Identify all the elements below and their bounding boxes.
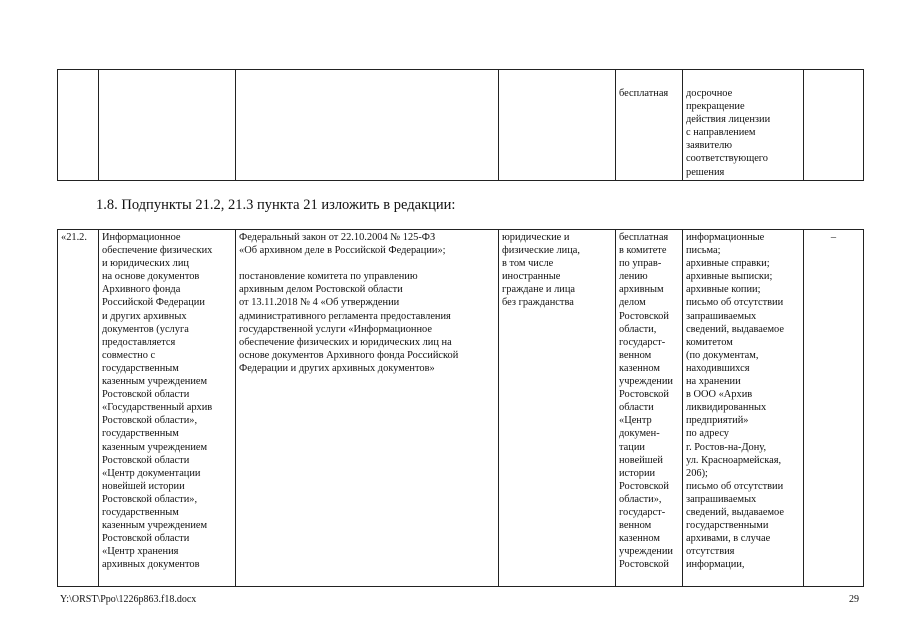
item-number: «21.2. [58, 230, 99, 587]
service-result: информационные письма; архивные справки; архивные выписки; архивные копии; письмо об отсутствии запрашиваемых сведений, выдаваемое комитетом (по документам, находившихся на хранении в ООО «Архив ликвидированных предприятий» по адресу г. Ростов-на-Дону, ул. Красноармейская, 206); письмо об отсутствии запрашиваемых сведений, выдаваемое государственными архивами, в случае отсутствия информации, [683, 230, 804, 587]
legal-basis: Федеральный закон от 22.10.2004 № 125-ФЗ «Об архивном деле в Российской Федерации»; постановление комитета по управлению архивным делом Ростовской области от 13.11.2018 № 4 «Об утверждении административного регламента предоставления государственной услуги «Информационное обеспечение физических и юридических лиц на основе документов Архивного фонда Российской Федерации и других архивных документов» [236, 230, 499, 587]
cell-applicants [499, 70, 616, 181]
applicants: юридические и физические лица, в том числе иностранные граждане и лица без гражданства [499, 230, 616, 587]
cell-number [58, 70, 99, 181]
cell-fee: бесплатная [616, 70, 683, 181]
cell-result: досрочное прекращение действия лицензии с направлением заявителю соответствующего решения [683, 70, 804, 181]
fee: бесплатная в комитете по управ- лению архивным делом Ростовской области, государст- венном казенном учреждении Ростовской области «Центр докумен- тации новейшей истории Ростовской области», государст- венном казенном учреждении Ростовской [616, 230, 683, 587]
cell-note [804, 70, 864, 181]
service-description: Информационное обеспечение физических и юридических лиц на основе документов Архивного фонда Российской Федерации и других архивных документов (услуга предоставляется совместно с государственным казенным учреждением Ростовской области «Государственный архив Ростовской области», государственным казенным учреждением Ростовской области «Центр документации новейшей истории Ростовской области», государственным казенным учреждением Ростовской области «Центр хранения архивных документов [99, 230, 236, 587]
cell-legal-basis [236, 70, 499, 181]
previous-table-fragment [57, 69, 864, 181]
cell-service [99, 70, 236, 181]
footer-file-path: Y:\ORST\Ppo\1226p863.f18.docx [60, 594, 197, 605]
section-heading: 1.8. Подпункты 21.2, 21.3 пункта 21 изложить в редакции: [96, 197, 456, 213]
page-number: 29 [849, 594, 859, 605]
table-row [58, 230, 864, 587]
main-table [57, 229, 864, 587]
note-dash: – [804, 230, 864, 587]
